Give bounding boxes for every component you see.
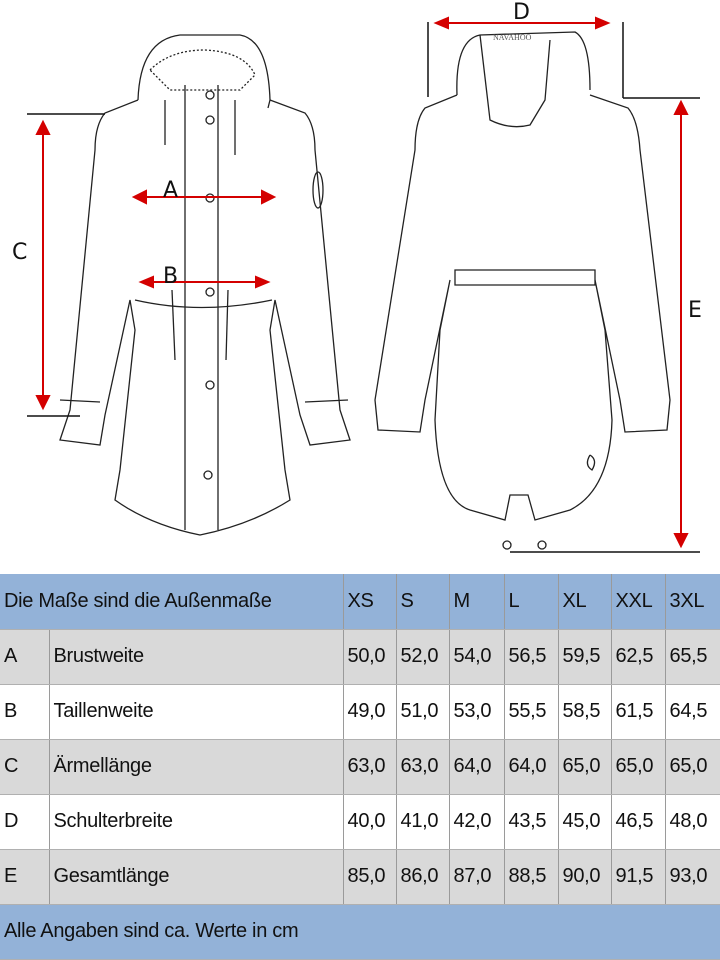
- table-row: [0, 849, 720, 904]
- cell-value: 51,0: [396, 684, 449, 739]
- cell-value: 86,0: [396, 849, 449, 904]
- cell-value: 93,0: [665, 849, 720, 904]
- row-name: Ärmellänge: [49, 739, 343, 794]
- cell-value: 91,5: [611, 849, 665, 904]
- size-header: M: [449, 574, 504, 629]
- footer-note: Alle Angaben sind ca. Werte in cm: [0, 904, 720, 959]
- row-key: B: [0, 684, 49, 739]
- cell-value: 55,5: [504, 684, 558, 739]
- size-header: S: [396, 574, 449, 629]
- cell-value: 88,5: [504, 849, 558, 904]
- cell-value: 63,0: [343, 739, 396, 794]
- size-header: XXL: [611, 574, 665, 629]
- dim-label-a: A: [163, 178, 179, 203]
- cell-value: 48,0: [665, 794, 720, 849]
- table-row: [0, 794, 720, 849]
- dim-label-e: E: [688, 298, 702, 323]
- cell-value: 58,5: [558, 684, 611, 739]
- cell-value: 85,0: [343, 849, 396, 904]
- cell-value: 62,5: [611, 629, 665, 684]
- hood-brand-text: NAVAHOO: [493, 33, 532, 42]
- measurement-arrows: [37, 18, 687, 546]
- cell-value: 50,0: [343, 629, 396, 684]
- cell-value: 45,0: [558, 794, 611, 849]
- row-key: C: [0, 739, 49, 794]
- table-footer-row: [0, 904, 720, 959]
- table-row: [0, 739, 720, 794]
- cell-value: 65,5: [665, 629, 720, 684]
- cell-value: 49,0: [343, 684, 396, 739]
- row-key: E: [0, 849, 49, 904]
- table-row: [0, 629, 720, 684]
- row-name: Schulterbreite: [49, 794, 343, 849]
- cell-value: 40,0: [343, 794, 396, 849]
- size-chart-table: [0, 574, 720, 960]
- cell-value: 59,5: [558, 629, 611, 684]
- cell-value: 43,5: [504, 794, 558, 849]
- cell-value: 90,0: [558, 849, 611, 904]
- cell-value: 52,0: [396, 629, 449, 684]
- cell-value: 46,5: [611, 794, 665, 849]
- cell-value: 42,0: [449, 794, 504, 849]
- row-name: Taillenweite: [49, 684, 343, 739]
- cell-value: 61,5: [611, 684, 665, 739]
- size-header: XL: [558, 574, 611, 629]
- row-key: A: [0, 629, 49, 684]
- cell-value: 41,0: [396, 794, 449, 849]
- size-header: 3XL: [665, 574, 720, 629]
- dim-label-d: D: [513, 0, 530, 25]
- size-header: XS: [343, 574, 396, 629]
- dim-label-b: B: [163, 264, 179, 289]
- row-key: D: [0, 794, 49, 849]
- cell-value: 65,0: [558, 739, 611, 794]
- cell-value: 87,0: [449, 849, 504, 904]
- header-label: Die Maße sind die Außenmaße: [0, 574, 343, 629]
- cell-value: 53,0: [449, 684, 504, 739]
- cell-value: 65,0: [665, 739, 720, 794]
- dim-label-c: C: [12, 240, 28, 265]
- row-name: Gesamtlänge: [49, 849, 343, 904]
- jacket-back-drawing: [375, 32, 670, 549]
- table-row: [0, 684, 720, 739]
- cell-value: 65,0: [611, 739, 665, 794]
- cell-value: 64,0: [449, 739, 504, 794]
- cell-value: 64,5: [665, 684, 720, 739]
- cell-value: 63,0: [396, 739, 449, 794]
- jacket-front-drawing: [60, 35, 350, 535]
- row-name: Brustweite: [49, 629, 343, 684]
- cell-value: 64,0: [504, 739, 558, 794]
- size-header: L: [504, 574, 558, 629]
- cell-value: 56,5: [504, 629, 558, 684]
- dimension-guides: [27, 22, 700, 552]
- table-header-row: [0, 574, 720, 629]
- cell-value: 54,0: [449, 629, 504, 684]
